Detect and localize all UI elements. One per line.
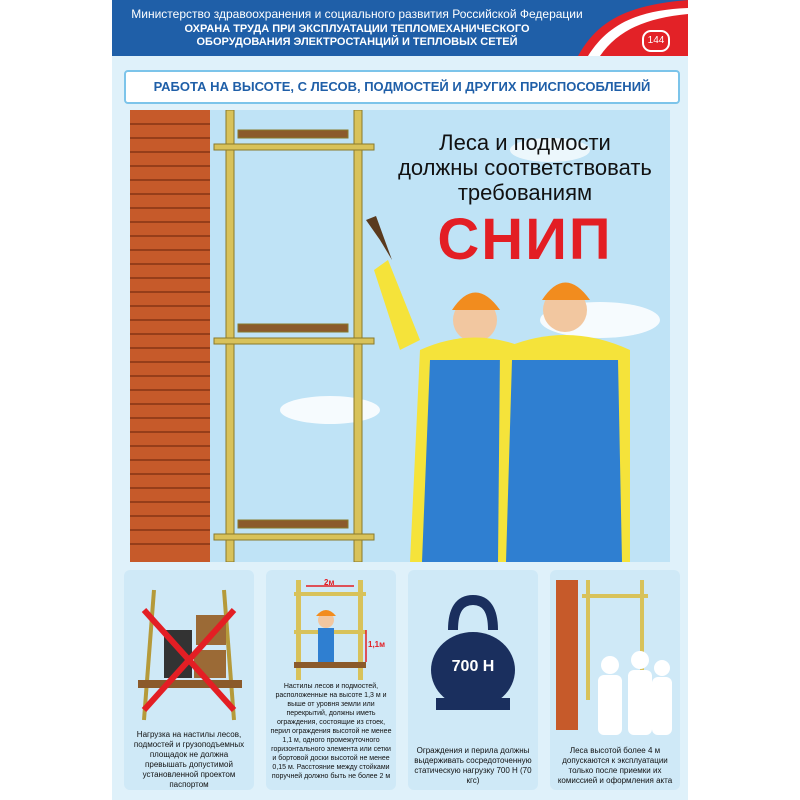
ministry-text: Министерство здравоохранения и социального развития Российской Федерации: [131, 7, 583, 21]
header-title: [122, 23, 592, 49]
header-title-line1: ОХРАНА ТРУДА ПРИ ЭКСПЛУАТАЦИИ ТЕПЛОМЕХАНИЧЕСКОГО: [184, 23, 530, 35]
header-title-line2: ОБОРУДОВАНИЯ ЭЛЕКТРОСТАНЦИЙ И ТЕПЛОВЫХ СЕТЕЙ: [196, 36, 518, 48]
header: [112, 0, 688, 56]
brick-wall: [130, 110, 210, 562]
poster: [112, 0, 688, 800]
panel-guardrail: [266, 570, 396, 790]
width-dimension-label: 2м: [324, 578, 335, 587]
panel-acceptance-caption: Леса высотой более 4 м допускаются к эксплуатации только после приемки их комиссией и оформления акта: [557, 746, 673, 785]
panel-guardrail-caption: Настилы лесов и подмостей, расположенные на высоте 1,3 м и выше от уровня земли или перекрытий, должны иметь ограждения, состоящие из стоек, перил ограждения высотой не менее 1,1 м, одного промежуточного горизонтального элемента или сетки и бортовой доски высотой не менее 0,15 м. Расстояние между стойками поручней должно быть не более 2 м: [270, 683, 392, 780]
main-title-line2: должны соответствовать: [398, 155, 652, 180]
panel-load-limit-caption: Нагрузка на настилы лесов, подмостей и грузоподъемных площадок не должна превышать допустимой установленной проектом паспортом: [133, 730, 245, 789]
panel-load-limit: [124, 570, 254, 790]
header-swoosh-graphic: [578, 0, 688, 56]
cloud: [280, 396, 380, 424]
section-title-bar: [124, 70, 680, 104]
main-title-line3: требованиям: [457, 180, 593, 205]
panel-acceptance: [550, 570, 680, 790]
panel-load-700n-caption: Ограждения и перила должны выдерживать сосредоточенную статическую нагрузку 700 Н (70 кгс): [414, 746, 532, 785]
panel-load-700n: [408, 570, 538, 790]
height-dimension-label: 1,1м: [368, 640, 386, 649]
main-illustration: [130, 110, 670, 562]
poster-number-badge: 144: [642, 30, 670, 52]
weight-label: 700 Н: [451, 658, 495, 675]
snip-label: СНИП: [437, 207, 613, 272]
inspectors-silhouettes: [598, 651, 672, 735]
main-title: [380, 130, 670, 205]
main-title-line1: Леса и подмости: [439, 130, 611, 155]
section-title: РАБОТА НА ВЫСОТЕ, С ЛЕСОВ, ПОДМОСТЕЙ И ДРУГИХ ПРИСПОСОБЛЕНИЙ: [153, 79, 651, 94]
